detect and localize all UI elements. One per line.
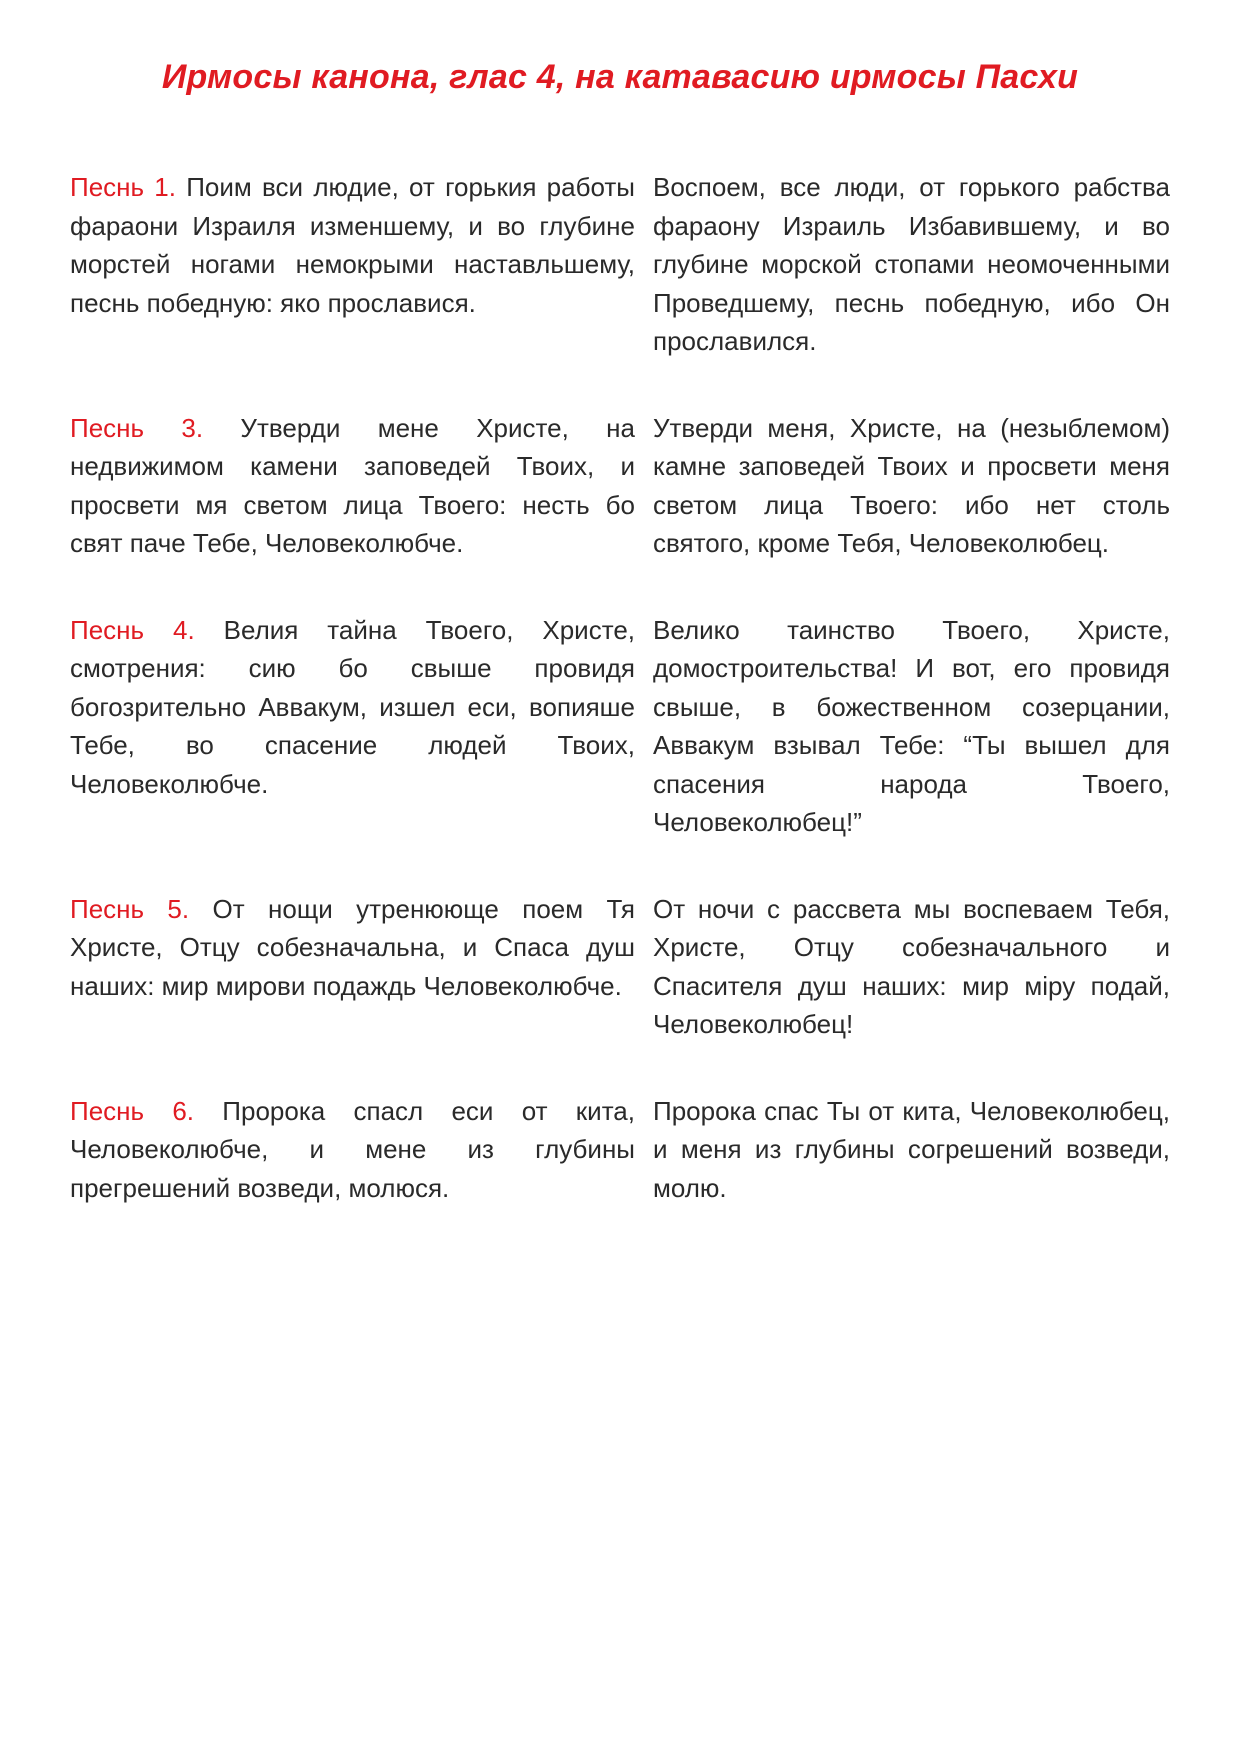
song-label: Песнь 5. <box>70 893 190 924</box>
slavonic-verse: Велия тайна Твоего, Христе, смотрения: сию бо свыше провидя богозрительно Аввакум, изшел еси, вопияше Тебе, во спасение людей Твоих, Человеколюбче. <box>70 614 635 799</box>
russian-text: От ночи с рассвета мы воспеваем Тебя, Христе, Отцу собезначального и Спасителя душ наших: мир міру подай, Человеколюбец! <box>653 893 1170 1039</box>
song-row-6 <box>70 1092 1170 1208</box>
song-label: Песнь 3. <box>70 412 204 443</box>
russian-text: Утверди меня, Христе, на (незыблемом) камне заповедей Твоих и просвети меня светом лица Твоего: ибо нет столь святого, кроме Тебя, Человеколюбец. <box>653 412 1170 558</box>
song-row-3 <box>70 409 1170 563</box>
song-row-5 <box>70 890 1170 1044</box>
slavonic-verse: Поим вси людие, от горькия работы фараони Израиля изменшему, и во глубине морстей ногами немокрыми наставльшему, песнь победную: яко прославися. <box>70 172 635 318</box>
slavonic-verse: Пророка спасл еси от кита, Человеколюбче, и мене из глубины прегрешений возведи, молюся. <box>70 1095 635 1203</box>
song-label: Песнь 4. <box>70 614 195 645</box>
russian-text: Велико таинство Твоего, Христе, домостроительства! И вот, его провидя свыше, в божественном созерцании, Аввакум взывал Тебе: “Ты вышел для спасения народа Твоего, Человеколюбец!” <box>653 614 1170 837</box>
russian-text: Пророка спас Ты от кита, Человеколюбец, и меня из глубины согрешений возведи, молю. <box>653 1095 1170 1203</box>
slavonic-text <box>70 409 635 563</box>
document-title: Ирмосы канона, глас 4, на катавасию ирмосы Пасхи <box>161 58 1079 96</box>
song-row-4 <box>70 611 1170 842</box>
slavonic-text <box>70 890 635 1044</box>
parallel-text-columns <box>70 168 1170 1207</box>
song-label: Песнь 6. <box>70 1095 195 1126</box>
slavonic-verse: От нощи утренююще поем Тя Христе, Отцу собезначальна, и Спаса душ наших: мир мирови подаждь Человеколюбче. <box>70 893 635 1001</box>
song-label: Песнь 1. <box>70 172 176 202</box>
song-row-1 <box>70 168 1170 361</box>
slavonic-verse: Утверди мене Христе, на недвижимом камени заповедей Твоих, и просвети мя светом лица Твоего: несть бо свят паче Тебе, Человеколюбче. <box>70 412 635 558</box>
slavonic-text <box>70 611 635 842</box>
russian-text: Воспоем, все люди, от горького рабства фараону Израиль Избавившему, и во глубине морской стопами неомоченными Проведшему, песнь победную, ибо Он прославился. <box>653 172 1170 356</box>
slavonic-text <box>70 168 635 361</box>
slavonic-text <box>70 1092 635 1208</box>
